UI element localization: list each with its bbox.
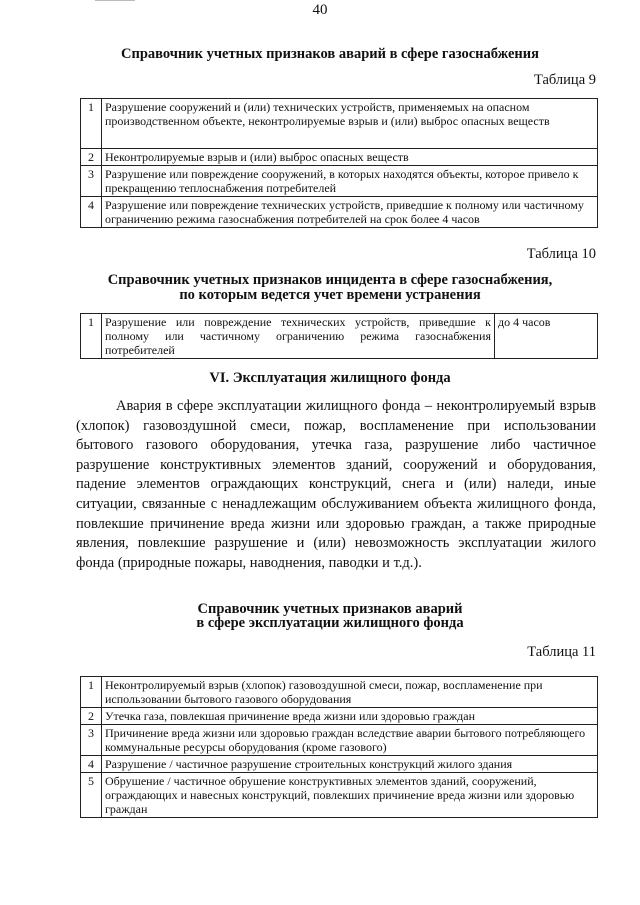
heading-gas-accidents: Справочник учетных признаков аварий в сфере газоснабжения [121,46,539,62]
table-row [81,314,598,359]
table-row [81,756,598,773]
heading-gas-incidents-line1: Справочник учетных признаков инцидента в сфере газоснабжения, [107,272,553,288]
table-row [81,197,598,228]
row-text: Обрушение / частичное обрушение конструктивных элементов зданий, сооружений, ограждающих и навесных конструкций, повлекших причинение вреда жизни или здоровью граждан [102,773,598,818]
row-number: 4 [81,756,102,773]
row-number: 2 [81,149,102,166]
table-11-label: Таблица 11 [527,644,596,660]
row-text: Утечка газа, повлекшая причинение вреда жизни или здоровью граждан [102,708,598,725]
table-row [81,773,598,818]
table-row [81,166,598,197]
table-10 [80,313,598,359]
row-text: Причинение вреда жизни или здоровью граждан вследствие аварии бытового потребляющего коммунальные ресурсы оборудования (кроме газового) [102,725,598,756]
page-number: 40 [312,2,328,18]
row-number: 3 [81,166,102,197]
row-text: Неконтролируемый взрыв (хлопок) газовоздушной смеси, пожар, воспламенение при использовании бытового газового оборудования [102,677,598,708]
table-9 [80,98,598,228]
table-9-label: Таблица 9 [533,72,596,88]
row-text: Разрушение или повреждение сооружений, в которых находятся объекты, которое привело к прекращению теплоснабжения потребителей [102,166,598,197]
table-11 [80,676,598,818]
table-10-label: Таблица 10 [526,246,596,262]
row-number: 5 [81,773,102,818]
row-number: 1 [81,99,102,149]
row-text: Разрушение / частичное разрушение строительных конструкций жилого здания [102,756,598,773]
scan-artifact-line [95,0,135,1]
row-number: 1 [81,314,102,359]
row-number: 2 [81,708,102,725]
row-number: 3 [81,725,102,756]
row-time: до 4 часов [495,314,598,359]
row-text: Разрушение или повреждение технических устройств, приведшие к полному или частичному ограничению режима газоснабжения потребителей [102,314,495,359]
heading-gas-incidents-line2: по которым ведется учет времени устранения [179,287,481,303]
row-text: Разрушение или повреждение технических устройств, приведшие к полному или частичному ограничению режима газоснабжения потребителей на срок более 4 часов [102,197,598,228]
housing-accident-definition: Авария в сфере эксплуатации жилищного фонда – неконтролируемый взрыв (хлопок) газовоздушной смеси, пожар, воспламенение при использовании бытового газового оборудования, утечка газа, разрушение либо частичное разрушение конструктивных элементов зданий, сооружений и оборудования, падение элементов ограждающих конструкций, снега и (или) наледи, иные ситуации, связанные с ненадлежащим обслуживанием объекта жилищного фонда, повлекшие причинение вреда жизни или здоровью граждан, а также природные явления, повлекшие разрушение и (или) невозможность эксплуатации жилого фонда (природные пожары, наводнения, паводки и т.д.). [76,398,596,571]
row-number: 1 [81,677,102,708]
table-row [81,99,598,149]
row-text: Разрушение сооружений и (или) технических устройств, применяемых на опасном производственном объекте, неконтролируемые взрыв и (или) выброс опасных веществ [102,99,598,149]
table-row [81,725,598,756]
row-number: 4 [81,197,102,228]
row-text: Неконтролируемые взрыв и (или) выброс опасных веществ [102,149,598,166]
heading-housing-line1: Справочник учетных признаков аварий [197,601,463,617]
table-row [81,149,598,166]
heading-housing-line2: в сфере эксплуатации жилищного фонда [196,615,464,631]
table-row [81,708,598,725]
table-row [81,677,598,708]
section-title-housing: VI. Эксплуатация жилищного фонда [209,370,451,386]
